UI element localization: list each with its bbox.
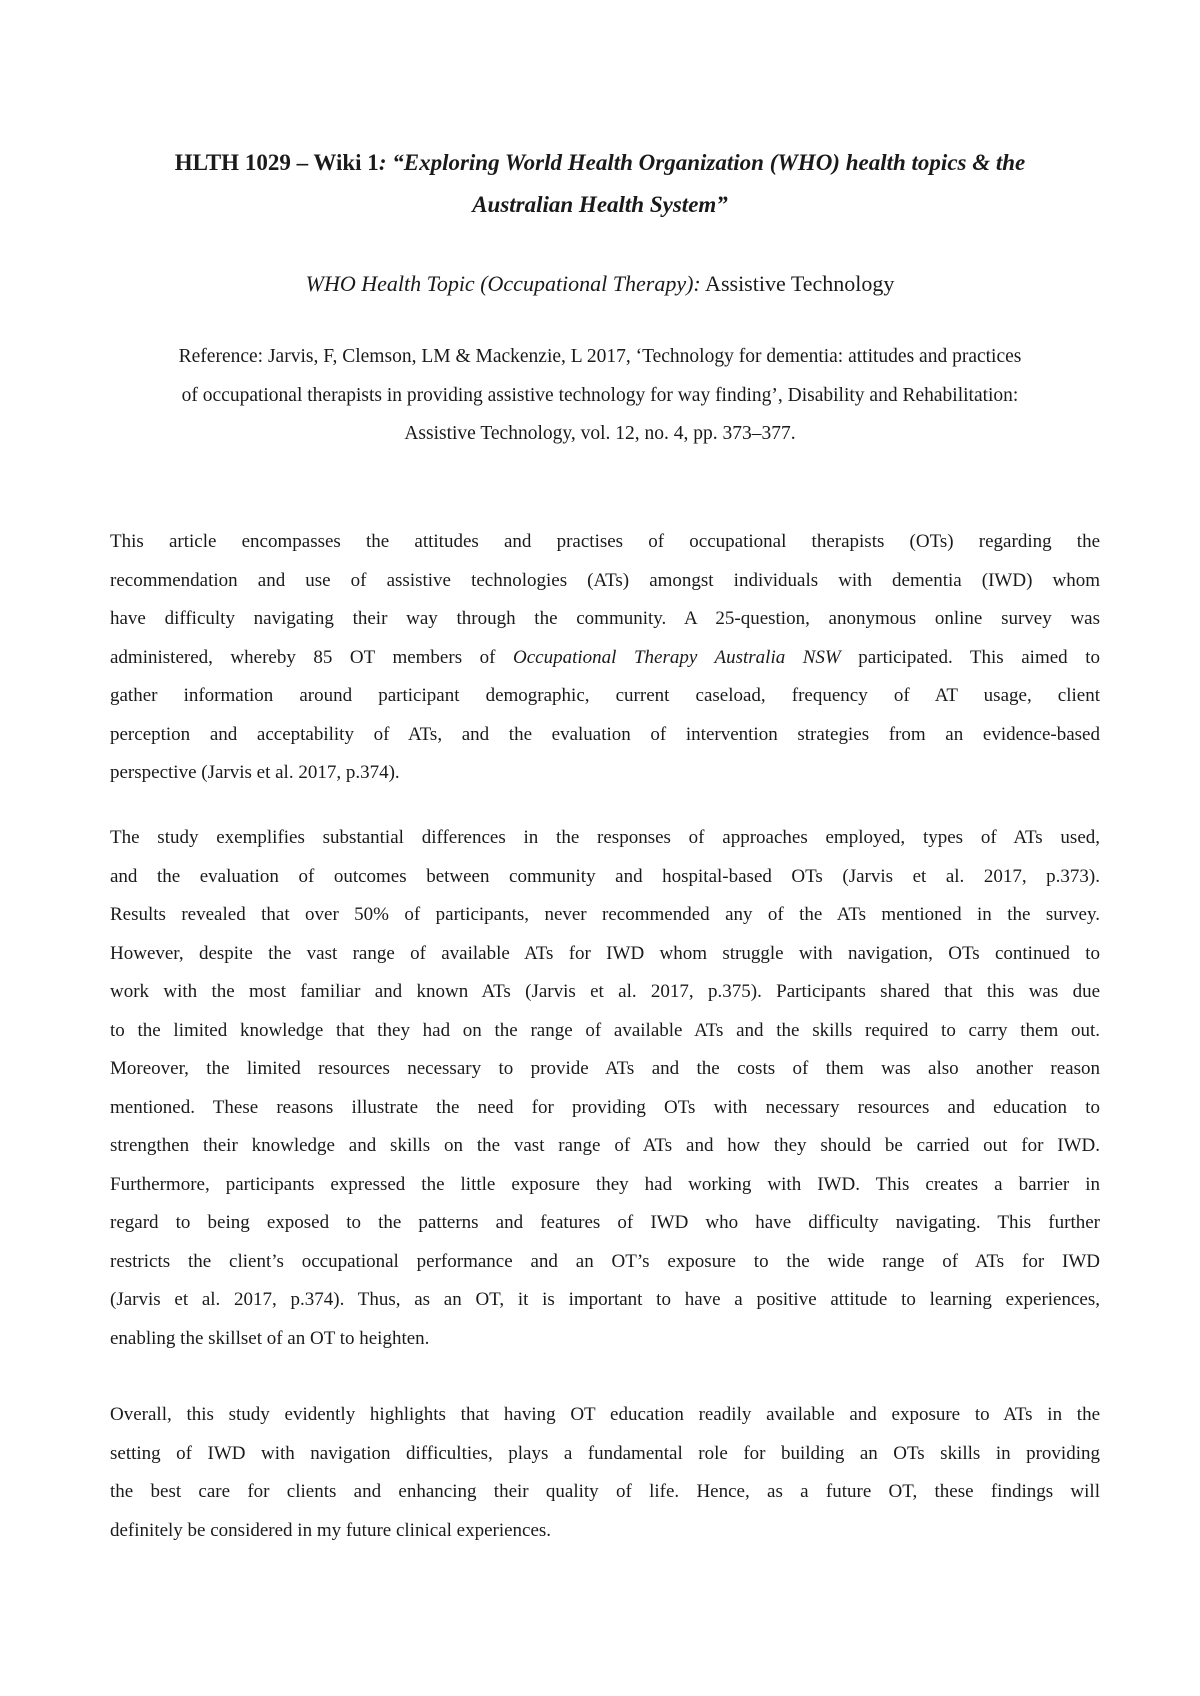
paragraph-line: enabling the skillset of an OT to heighten. — [110, 1327, 430, 1349]
paragraph-findings — [110, 819, 1100, 1358]
paragraph-line: recommendation and use of assistive technologies (ATs) amongst individuals with dementia (IWD) whom — [110, 569, 1100, 591]
paragraph-line: Results revealed that over 50% of participants, never recommended any of the ATs mentioned in the survey. — [110, 904, 1100, 925]
paragraph-line: However, despite the vast range of available ATs for IWD whom struggle with navigation, OTs continued to — [110, 942, 1100, 964]
paragraph-line: strengthen their knowledge and skills on the vast range of ATs and how they should be carried out for IWD. — [110, 1135, 1100, 1156]
paragraph-line: Overall, this study evidently highlights that having OT education readily available and exposure to ATs in the — [110, 1404, 1100, 1425]
paragraph-line: setting of IWD with navigation difficulties, plays a fundamental role for building an OTs skills in providing — [110, 1442, 1100, 1464]
reference-line: Reference: Jarvis, F, Clemson, LM & Mackenzie, L 2017, ‘Technology for dementia: attitudes and practices — [178, 346, 1022, 367]
health-topic — [110, 269, 1090, 299]
title-subtitle-line-2: Australian Health System” — [472, 192, 728, 217]
title-subtitle-line-1: “Exploring World Health Organization (WHO) health topics & the — [386, 150, 1026, 175]
paragraph-line: Furthermore, participants expressed the little exposure they had working with IWD. This creates a barrier in — [110, 1173, 1100, 1195]
paragraph-line: restricts the client’s occupational performance and an OT’s exposure to the wide range of ATs for IWD — [110, 1250, 1100, 1272]
paragraph-line: gather information around participant demographic, current caseload, frequency of AT usage, client — [110, 685, 1100, 706]
paragraph-line: Moreover, the limited resources necessary to provide ATs and the costs of them was also another reason — [110, 1058, 1100, 1079]
title-line-1 — [110, 142, 1090, 184]
paragraph-line: definitely be considered in my future clinical experiences. — [110, 1519, 552, 1541]
paragraph-conclusion — [110, 1396, 1100, 1550]
paragraph-line: perspective (Jarvis et al. 2017, p.374). — [110, 762, 400, 783]
title-colon: : — [378, 150, 387, 175]
reference-line: Assistive Technology, vol. 12, no. 4, pp. 373–377. — [404, 423, 796, 444]
reference-citation — [100, 338, 1100, 454]
paragraph-line: This article encompasses the attitudes and practises of occupational therapists (OTs) regarding the — [110, 531, 1100, 552]
paragraph-line — [110, 639, 1100, 678]
paragraph-line: work with the most familiar and known ATs (Jarvis et al. 2017, p.375). Participants shared that this was due — [110, 981, 1100, 1002]
document-title — [110, 142, 1090, 226]
health-topic-label: WHO Health Topic (Occupational Therapy): — [305, 271, 701, 296]
line-text: participated. This aimed to — [840, 646, 1100, 668]
paragraph-line: to the limited knowledge that they had on the range of available ATs and the skills required to carry them out. — [110, 1019, 1100, 1041]
organization-name: Occupational Therapy Australia NSW — [513, 646, 841, 668]
paragraph-line: have difficulty navigating their way through the community. A 25-question, anonymous online survey was — [110, 608, 1100, 629]
paragraph-line: The study exemplifies substantial differences in the responses of approaches employed, types of ATs used, — [110, 827, 1100, 848]
paragraph-line: regard to being exposed to the patterns and features of IWD who have difficulty navigating. This further — [110, 1212, 1100, 1233]
paragraph-summary — [110, 523, 1100, 793]
paragraph-line: (Jarvis et al. 2017, p.374). Thus, as an OT, it is important to have a positive attitude to learning experiences, — [110, 1289, 1100, 1310]
paragraph-line: and the evaluation of outcomes between community and hospital-based OTs (Jarvis et al. 2017, p.373). — [110, 865, 1100, 887]
health-topic-value: Assistive Technology — [700, 271, 895, 296]
line-text: administered, whereby 85 OT members of — [110, 646, 513, 668]
paragraph-line: perception and acceptability of ATs, and the evaluation of intervention strategies from an evidence-based — [110, 723, 1100, 745]
paragraph-line: the best care for clients and enhancing their quality of life. Hence, as a future OT, these findings will — [110, 1481, 1100, 1502]
reference-line: of occupational therapists in providing assistive technology for way finding’, Disability and Rehabilitation: — [181, 384, 1019, 406]
course-code: HLTH 1029 – Wiki 1 — [174, 150, 379, 175]
paragraph-line: mentioned. These reasons illustrate the need for providing OTs with necessary resources and education to — [110, 1096, 1100, 1118]
